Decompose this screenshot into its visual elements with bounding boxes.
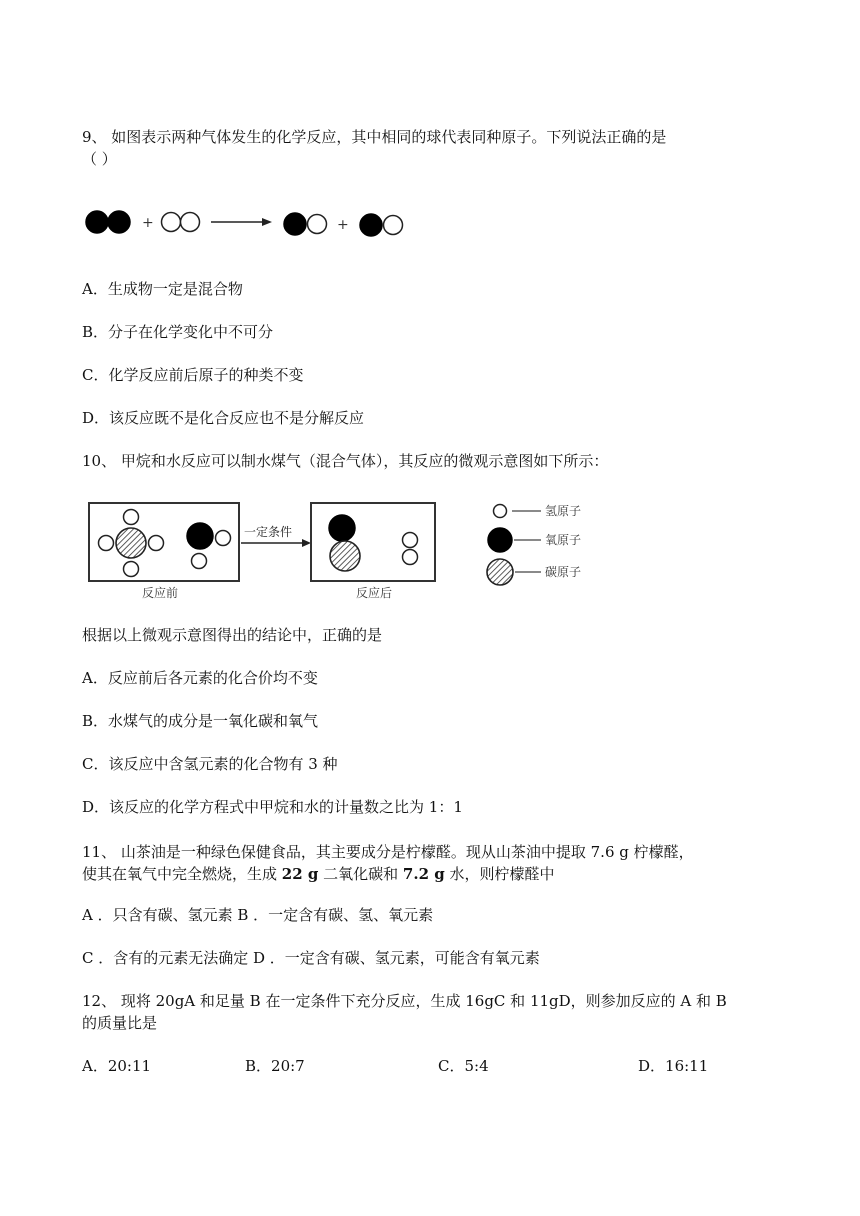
carbon-atom bbox=[330, 541, 360, 571]
hydrogen-atom bbox=[403, 550, 418, 565]
hydrogen-atom bbox=[124, 562, 139, 577]
q11-options-cd: C ．含有的元素无法确定 D ．一定含有碳、氢元素，可能含有氧元素 bbox=[82, 949, 540, 967]
legend-carbon-label: 碳原子 bbox=[545, 565, 582, 579]
q11-options-ab: A ．只含有碳、氢元素 B ．一定含有碳、氢、氧元素 bbox=[82, 906, 434, 924]
q12-option-c: C．5:4 bbox=[438, 1057, 489, 1075]
legend-oxygen-label: 氧原子 bbox=[545, 533, 582, 547]
hydrogen-atom bbox=[192, 554, 207, 569]
hydrogen-atom bbox=[149, 536, 164, 551]
q11-mass-co2: 22 g bbox=[281, 865, 319, 883]
q10-option-b: B．水煤气的成分是一氧化碳和氧气 bbox=[82, 712, 319, 730]
q12-option-b: B．20:7 bbox=[245, 1057, 305, 1075]
oxygen-atom bbox=[187, 523, 213, 549]
q12-option-d: D．16:11 bbox=[638, 1057, 709, 1075]
q10-conclusion: 根据以上微观示意图得出的结论中，正确的是 bbox=[82, 626, 383, 644]
q12-option-a: A．20:11 bbox=[82, 1057, 152, 1075]
q10-before-label: 反应前 bbox=[142, 586, 179, 600]
q9-stem: 9、 如图表示两种气体发生的化学反应，其中相同的球代表同种原子。下列说法正确的是 bbox=[82, 128, 667, 146]
q9-option-c: C．化学反应前后原子的种类不变 bbox=[82, 366, 304, 384]
q12-stem-line1: 12、 现将 20gA 和足量 B 在一定条件下充分反应，生成 16gC 和 11gD，则参加反应的 A 和 B bbox=[82, 992, 727, 1010]
q9-option-b: B．分子在化学变化中不可分 bbox=[82, 323, 274, 341]
hydrogen-atom bbox=[99, 536, 114, 551]
q11-text: 11、 山茶油是一种绿色保健食品，其主要成分是柠檬醛。现从山茶油中提取 bbox=[82, 843, 591, 861]
q11-text: 二氧化碳和 bbox=[318, 865, 403, 883]
oxygen-atom bbox=[329, 515, 355, 541]
q9-option-d: D．该反应既不是化合反应也不是分解反应 bbox=[82, 409, 365, 427]
legend-oxygen-icon bbox=[488, 528, 512, 552]
hydrogen-atom bbox=[403, 533, 418, 548]
svg-text:+: + bbox=[142, 215, 154, 231]
hydrogen-atom bbox=[124, 510, 139, 525]
q10-after-label: 反应后 bbox=[356, 586, 393, 600]
q11-mass-water: 7.2 g bbox=[402, 865, 445, 883]
hydrogen-atom bbox=[216, 531, 231, 546]
q9-answer-blank: （ ） bbox=[82, 150, 117, 168]
legend-carbon-icon bbox=[487, 559, 513, 585]
q10-option-a: A．反应前后各元素的化合价均不变 bbox=[82, 669, 318, 687]
q11-text: 使其在氧气中完全燃烧，生成 bbox=[82, 865, 282, 883]
q11-stem-line2 bbox=[82, 864, 555, 884]
q11-mass-citral: 7.6 g bbox=[590, 843, 629, 861]
q10-stem: 10、 甲烷和水反应可以制水煤气（混合气体），其反应的微观示意图如下所示： bbox=[82, 452, 609, 470]
svg-text:+: + bbox=[337, 217, 349, 233]
q9-option-a: A．生成物一定是混合物 bbox=[82, 280, 243, 298]
q12-stem-line2: 的质量比是 bbox=[82, 1014, 158, 1032]
q11-text: 水，则柠檬醛中 bbox=[444, 865, 555, 883]
legend-hydrogen-label: 氢原子 bbox=[545, 504, 582, 518]
q10-option-c: C．该反应中含氢元素的化合物有 3 种 bbox=[82, 755, 338, 773]
q10-condition-label: 一定条件 bbox=[244, 525, 293, 539]
q10-option-d: D．该反应的化学方程式中甲烷和水的计量数之比为 1：1 bbox=[82, 798, 463, 816]
q11-stem-line1 bbox=[82, 842, 694, 862]
q11-text: 柠檬醛， bbox=[628, 843, 694, 861]
carbon-atom bbox=[116, 528, 146, 558]
legend-hydrogen-icon bbox=[494, 505, 507, 518]
